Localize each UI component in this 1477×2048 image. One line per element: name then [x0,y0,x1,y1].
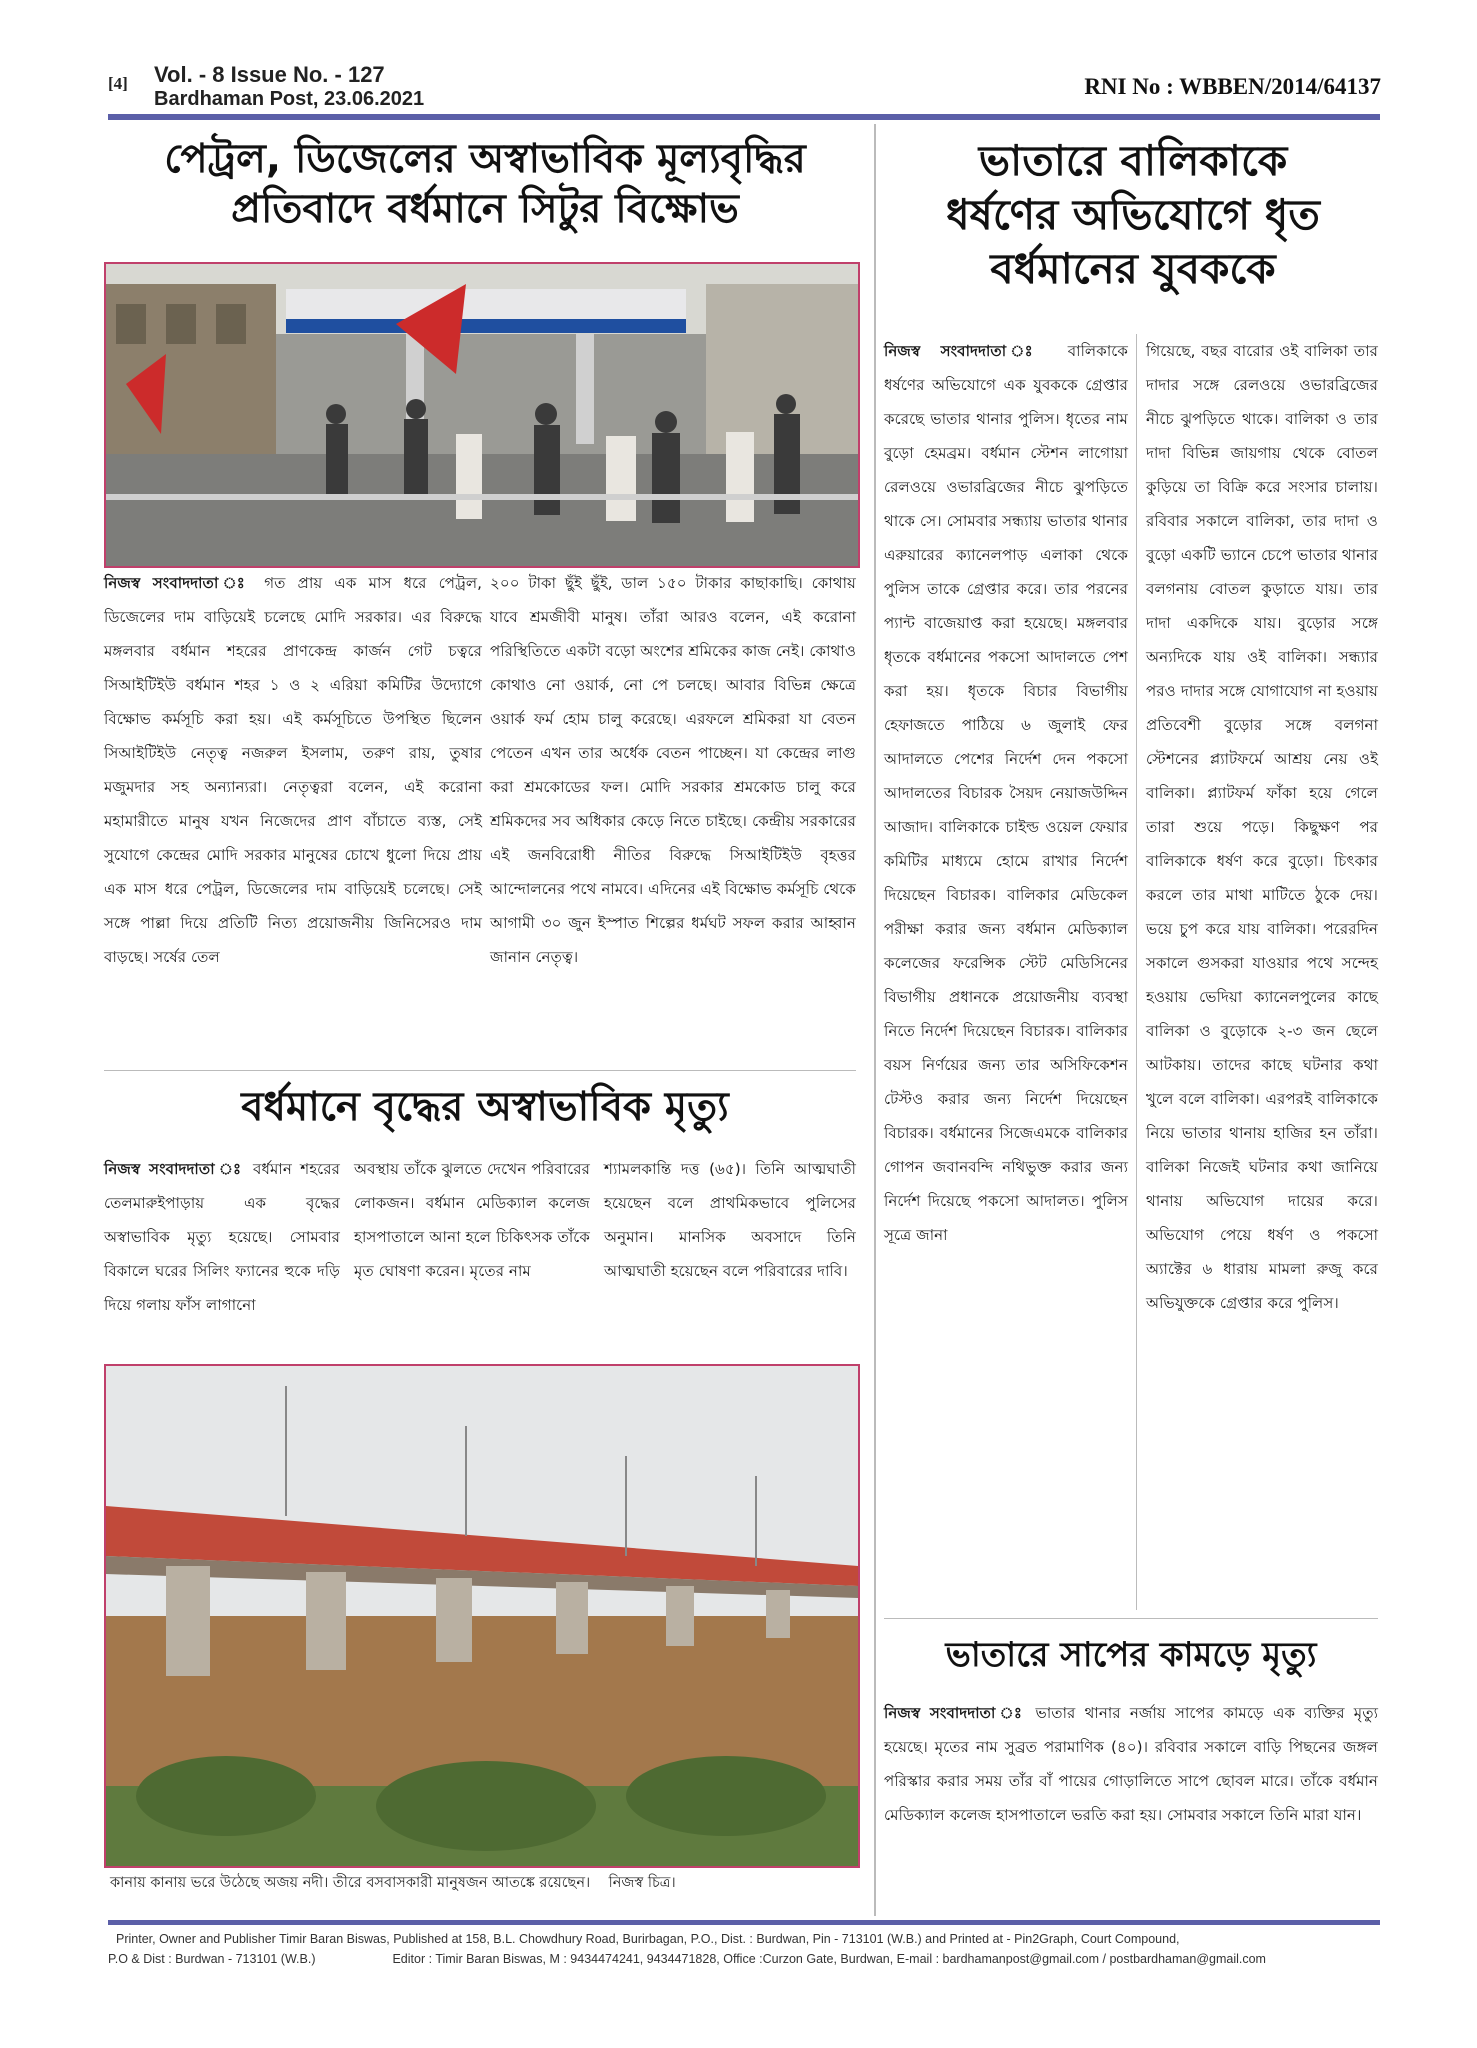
article-body-text: ২০০ টাকা ছুঁই ছুঁই, ডাল ১৫০ টাকার কাছাকাছি। কোথায় যাবে শ্রমজীবী মানুষ। তাঁরা আরও বলেন, এই করোনা পরিস্থিতিতে একটা বড়ো অংশের শ্রমিকের কাজ নেই। কোথাও কোথাও নো ওয়ার্ক, নো পে চলছে। আবার বিভিন্ন ক্ষেত্রে ওয়ার্ক ফর্ম হোম চালু করেছে। এরফলে শ্রমিকরা যা বেতন পেতেন এখন তার অর্ধেক বেতন পাচ্ছেন। যা কেন্দ্রের লাগু করা শ্রমকোডের ফল। মোদি সরকার শ্রমকোড চালু করে শ্রমিকদের সব অধিকার কেড়ে নিতে চাইছে। কেন্দ্রীয় সরকারের এই জনবিরোধী নীতির বিরুদ্ধে সিআইটিইউ বৃহত্তর আন্দোলনের পথে নামবে। এদিনের এই বিক্ষোভ কর্মসূচি থেকে আগামী ৩০ জুন ইস্পাত শিল্পের ধর্মঘট সফল করার আহ্বান জানান নেতৃত্ব। [490,574,856,966]
footer-address: P.O & Dist : Burdwan - 713101 (W.B.) [108,1952,316,1966]
article-body-text: ভাতার থানার নর্জায় সাপের কামড়ে এক ব্যক্তির মৃত্যু হয়েছে। মৃতের নাম সুব্রত পরামাণিক (৪০)। রবিবার সকালে বাড়ি পিছনের জঙ্গল পরিস্কার করার সময় তাঁর বাঁ পায়ের গোড়ালিতে সাপে ছোবল মারে। তাঁকে বর্ধমান মেডিক্যাল কলেজ হাসপাতালে ভরতি করা হয়। সোমবার সকালে তিনি মারা যান। [884,1704,1379,1824]
caption-text: কানায় কানায় ভরে উঠেছে অজয় নদী। তীরে বসবাসকারী মানুষজন আতঙ্কে রয়েছেন। [110,1875,591,1891]
river-bridge-image [106,1366,858,1866]
article-body-text: বর্ধমান শহরের তেলমারুইপাড়ায় এক বৃদ্ধের অস্বাভাবিক মৃত্যু হয়েছে। সোমবার বিকালে ঘরের সিলিং ফ্যানের হুকে দড়ি দিয়ে গলায় ফাঁস লাগানো [104,1160,340,1314]
headline-petrol-line2: প্রতিবাদে বর্ধমানে সিটুর বিক্ষোভ [231,186,739,232]
photo-river [104,1364,860,1868]
headline-arrest-line2: ধর্ষণের অভিযোগে ধৃত [946,189,1320,239]
headline-petrol-line1: পেট্রল, ডিজেলের অস্বাভাবিক মূল্যবৃদ্ধির [164,136,806,182]
headline-arrest-line1: ভাতারে বালিকাকে [978,136,1288,185]
article-body-text: অবস্থায় তাঁকে ঝুলতে দেখেন পরিবারের লোকজন। বর্ধমান মেডিক্যাল কলেজ হাসপাতালে আনা হলে চিকিৎসক তাঁকে মৃত ঘোষণা করেন। মৃতের নাম [354,1160,590,1280]
caption-credit: নিজস্ব চিত্র। [608,1875,676,1891]
article-arrest-col2 [1146,334,1378,1320]
column-divider [874,124,876,1916]
divider-line [104,1070,856,1071]
article-body-text: গত প্রায় এক মাস ধরে পেট্রল, ডিজেলের দাম বাড়িয়েই চলেছে মোদি সরকার। এর বিরুদ্ধে মঙ্গলবার বর্ধমান শহরের প্রাণকেন্দ্র কার্জন গেট চত্বরে সিআইটিইউ বর্ধমান শহর ১ ও ২ এরিয়া কমিটির উদ্যোগে বিক্ষোভ কর্মসূচি করা হয়। এই কর্মসূচিতে উপস্থিত ছিলেন সিআইটিইউ নেতৃত্ব নজরুল ইসলাম, তরুণ রায়, তুষার মজুমদার সহ অন্যান্যরা। নেতৃত্বরা বলেন, এই করোনা মহামারীতে মানুষ যখন নিজেদের প্রাণ বাঁচাতে ব্যস্ত, সেই সুযোগে কেন্দ্রের মোদি সরকার মানুষের চোখে ধুলো দিয়ে প্রায় এক মাস ধরে পেট্রল, ডিজেলের দাম বাড়িয়েই চলেছে। সেই সঙ্গে পাল্লা দিয়ে প্রতিটি নিত্য প্রয়োজনীয় জিনিসেরও দাম বাড়ছে। সর্ষের তেল [104,574,483,966]
top-rule [108,114,1380,120]
article-petrol-col1 [104,566,482,974]
footer-editor: Editor : Timir Baran Biswas, M : 9434474241, 9434471828, Office :Curzon Gate, Burdwan, E-mail : bardhamanpost@gmail.com / postbardhaman@gmail.com [392,1952,1266,1966]
byline: নিজস্ব সংবাদদাতা ঃ [884,1704,1027,1722]
paper-date: Bardhaman Post, 23.06.2021 [154,88,425,110]
article-death-col2 [354,1152,590,1288]
article-body-text: বালিকাকে ধর্ষণের অভিযোগে এক যুবককে গ্রেপ্তার করেছে ভাতার থানার পুলিস। ধৃতের নাম বুড়ো হেমব্রম। বর্ধমান স্টেশন লাগোয়া রেলওয়ে ওভারব্রিজের নীচে ঝুপড়িতে থাকে সে। সোমবার সন্ধ্যায় ভাতার থানার এরুয়ারের ক্যানেলপাড় এলাকা থেকে পুলিস তাকে গ্রেপ্তার করে। তার পরনের প্যান্ট বাজেয়াপ্ত করা হয়েছে। মঙ্গলবার ধৃতকে বর্ধমানের পকসো আদালতে পেশ করা হয়। ধৃতকে বিচার বিভাগীয় হেফাজতে পাঠিয়ে ৬ জুলাই ফের আদালতে পেশের নির্দেশ দেন পকসো আদালতের বিচারক সৈয়দ নেয়াজউদ্দিন আজাদ। বালিকাকে চাইল্ড ওয়েল ফেয়ার কমিটির মাধ্যমে হোমে রাখার নির্দেশ দিয়েছেন বিচারক। বালিকার মেডিকেল পরীক্ষা করার জন্য বর্ধমান মেডিক্যাল কলেজের ফরেন্সিক স্টেট মেডিসিনের বিভাগীয় প্রধানকে প্রয়োজনীয় ব্যবস্থা নিতে নির্দেশ দিয়েছেন বিচারক। বালিকার বয়স নির্ণয়ের জন্য তার অসিফিকেশন টেস্টও করার জন্য নির্দেশ দিয়েছেন বিচারক। বর্ধমানের সিজেএমকে বালিকার গোপন জবানবন্দি নথিভুক্ত করার জন্য নির্দেশ দিয়েছে পকসো আদালত। পুলিস সূত্রে জানা [884,342,1129,1244]
rni-number: RNI No : WBBEN/2014/64137 [1084,74,1381,99]
article-petrol-col2 [490,566,856,974]
divider-line [884,1618,1378,1619]
footer-line2 [108,1952,1266,1966]
bottom-rule [108,1920,1380,1925]
footer-line1: Printer, Owner and Publisher Timir Baran Biswas, Published at 158, B.L. Chowdhury Road, Burirbagan, P.O., Dist. : Burdwan, Pin - 713101 (W.B.) and Printed at - Pin2Graph, Court Compound, [116,1932,1180,1946]
byline: নিজস্ব সংবাদদাতা ঃ [104,574,253,592]
protest-scene-image [106,264,858,566]
article-arrest-col1 [884,334,1128,1252]
headline-arrest [886,134,1380,295]
byline: নিজস্ব সংবাদদাতা ঃ [884,342,1048,360]
article-death-col3 [604,1152,856,1288]
volume-issue: Vol. - 8 Issue No. - 127 [154,62,385,87]
column-divider-inner [1136,334,1137,1610]
page-number: [4] [108,74,128,93]
headline-arrest-line3: বর্ধমানের যুবককে [990,243,1276,293]
article-death-col1 [104,1152,340,1322]
river-caption [110,1872,676,1896]
headline-death: বর্ধমানে বৃদ্ধের অস্বাভাবিক মৃত্যু [241,1084,729,1130]
article-body-text: শ্যামলকান্তি দত্ত (৬৫)। তিনি আত্মঘাতী হয়েছেন বলে প্রাথমিকভাবে পুলিসের অনুমান। মানসিক অবসাদে তিনি আত্মঘাতী হয়েছেন বলে পরিবারের দাবি। [604,1160,856,1280]
article-snake-body [884,1696,1378,1832]
article-body-text: গিয়েছে, বছর বারোর ওই বালিকা তার দাদার সঙ্গে রেলওয়ে ওভারব্রিজের নীচে ঝুপড়িতে থাকে। বালিকা ও তার দাদা বিভিন্ন জায়গায় থেকে বোতল কুড়িয়ে তা বিক্রি করে সংসার চালায়। রবিবার সকালে বালিকা, তার দাদা ও বুড়ো একটি ভ্যানে চেপে ভাতার থানার বলগনায় বোতল কুড়াতে যায়। তার দাদা একদিকে যায়। বুড়োর সঙ্গে অন্যদিকে যায় ওই বালিকা। সন্ধ্যার পরও দাদার সঙ্গে যোগাযোগ না হওয়ায় প্রতিবেশী বুড়োর সঙ্গে বলগনা স্টেশনের প্ল্যাটফর্মে আশ্রয় নেয় ওই বালিকা। প্ল্যাটফর্ম ফাঁকা হয়ে গেলে তারা শুয়ে পড়ে। কিছুক্ষণ পর বালিকাকে ধর্ষণ করে বুড়ো। চিৎকার করলে তার মাথা মাটিতে ঠুকে দেয়। ভয়ে চুপ করে যায় বালিকা। পরেরদিন সকালে গুসকরা যাওয়ার পথে সন্দেহ হওয়ায় ভেদিয়া ক্যানেলপুলের কাছে বালিকা ও বুড়োকে ২-৩ জন ছেলে আটকায়। তাদের কাছে ঘটনার কথা খুলে বলে বালিকা। এরপরই বালিকাকে নিয়ে ভাতার থানায় হাজির হন তাঁরা। বালিকা নিজেই ঘটনার কথা জানিয়ে থানায় অভিযোগ দায়ের করে। অভিযোগ পেয়ে ধর্ষণ ও পকসো অ্যাক্টের ৬ ধারায় মামলা রুজু করে অভিযুক্তকে গ্রেপ্তার করে পুলিস। [1146,342,1378,1312]
headline-petrol [100,134,870,234]
headline-snake: ভাতারে সাপের কামড়ে মৃত্যু [945,1635,1317,1675]
byline: নিজস্ব সংবাদদাতা ঃ [104,1160,245,1178]
photo-protest [104,262,860,568]
